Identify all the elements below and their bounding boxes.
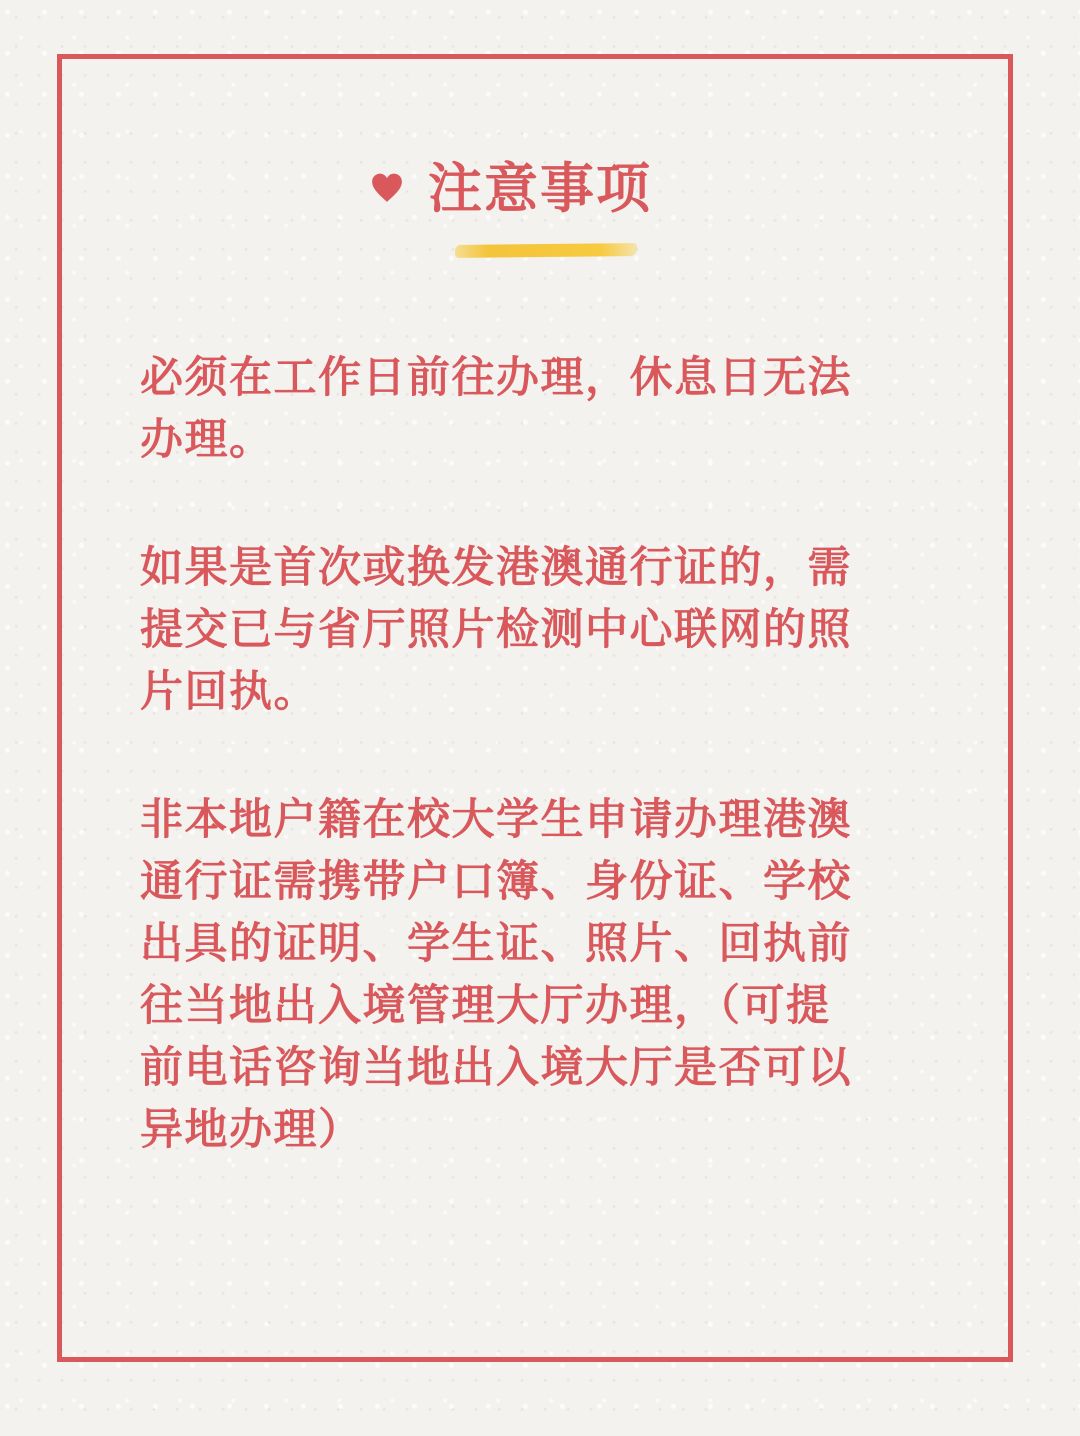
notice-line: 办理。: [140, 415, 274, 465]
notice-workday: [140, 347, 940, 471]
notice-list: [140, 347, 940, 1161]
heart-icon: [370, 171, 404, 205]
notice-line: 往当地出入境管理大厅办理，（可提: [140, 981, 831, 1031]
title-row: [0, 148, 1080, 228]
notice-line: 提交已与省厅照片检测中心联网的照: [140, 605, 852, 655]
notice-non-local-students: [140, 789, 940, 1161]
title-highlight-underline: [455, 243, 637, 258]
notice-line: 如果是首次或换发港澳通行证的，需: [140, 543, 852, 593]
notice-photo-receipt: [140, 537, 940, 723]
page-title: 注意事项: [428, 157, 652, 220]
notice-line: 必须在工作日前往办理，休息日无法: [140, 353, 852, 403]
notice-line: 出具的证明、学生证、照片、回执前: [140, 919, 852, 969]
notice-line: 异地办理）: [140, 1105, 363, 1155]
notice-line: 片回执。: [140, 667, 318, 717]
notice-line: 通行证需携带户口簿、身份证、学校: [140, 857, 852, 907]
notice-line: 前电话咨询当地出入境大厅是否可以: [140, 1043, 852, 1093]
notice-line: 非本地户籍在校大学生申请办理港澳: [140, 795, 852, 845]
